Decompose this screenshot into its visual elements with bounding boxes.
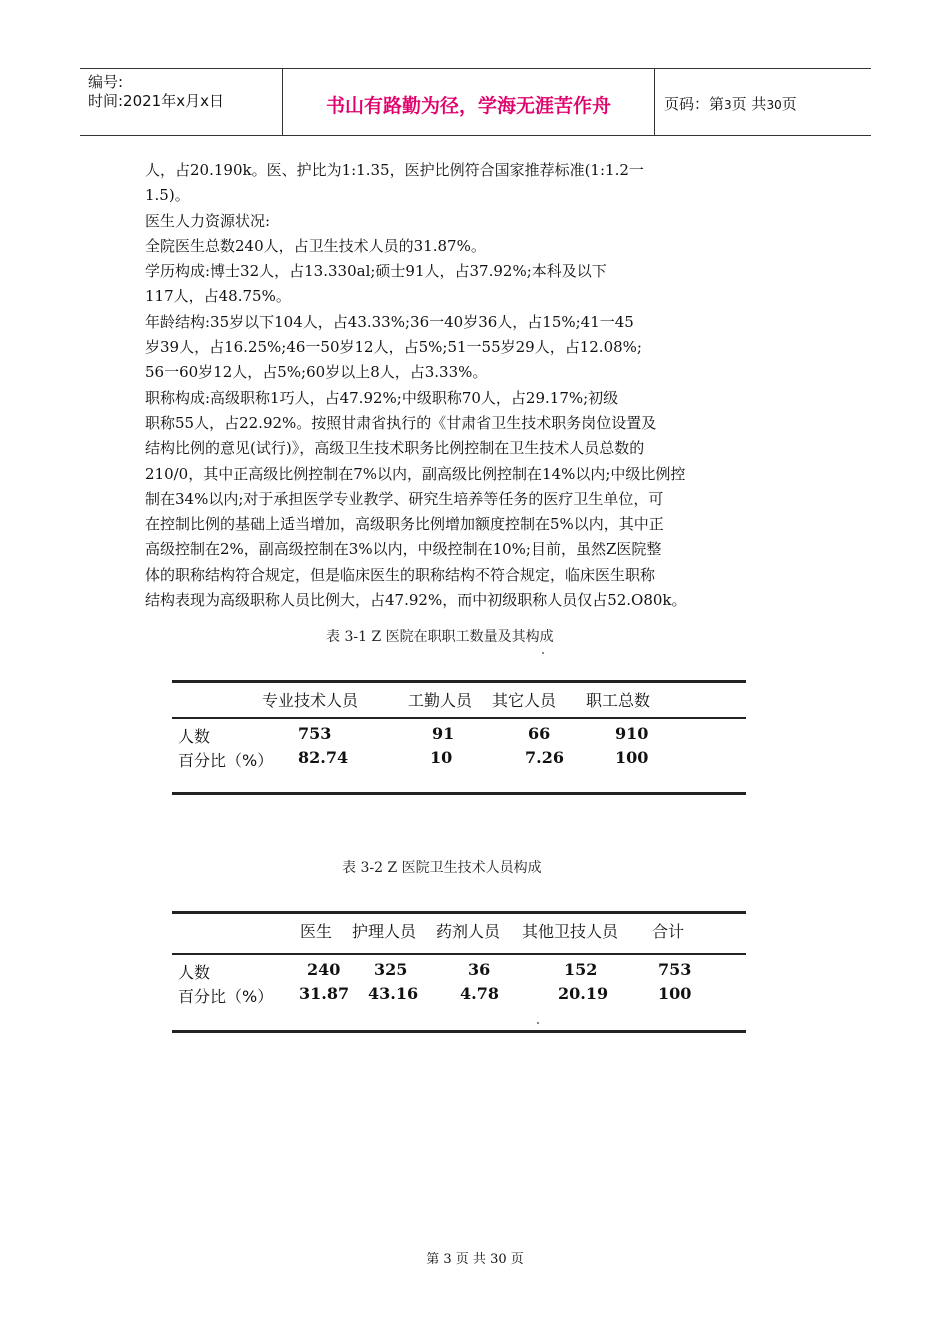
text-line: 岁39人，占16.25%;46一50岁12人，占5%;51一55岁29人，占12.08%; — [145, 338, 642, 357]
table2-cell: 4.78 — [460, 984, 499, 1003]
scan-speck — [537, 1022, 539, 1024]
table2-header: 合计 — [652, 922, 685, 941]
footer-prefix: 第 — [426, 1252, 440, 1267]
table2 — [172, 911, 746, 1035]
table1-header: 工勤人员 — [408, 691, 473, 710]
table-rule — [172, 717, 746, 719]
page-prefix: 页码：第 — [664, 95, 725, 113]
table1-cell: 910 — [615, 724, 649, 743]
text-line: 210/0，其中正高级比例控制在7%以内，副高级比例控制在14%以内;中级比例控 — [145, 464, 686, 483]
table-rule — [172, 953, 746, 955]
page-suffix: 页 — [781, 95, 797, 113]
text-line: 117人，占48.75%。 — [145, 287, 291, 306]
text-line: 全院医生总数240人，占卫生技术人员的31.87%。 — [145, 236, 486, 255]
table1-caption: 表 3-1 Z 医院在职职工数量及其构成 — [326, 629, 554, 645]
text-line: 年龄结构:35岁以下104人，占43.33%;36一40岁36人，占15%;41一45 — [145, 312, 634, 331]
table-rule — [172, 680, 746, 683]
table1-cell: 7.26 — [525, 748, 564, 767]
text-line: 56一60岁12人，占5%;60岁以上8人，占3.33%。 — [145, 363, 488, 382]
table2-cell: 36 — [468, 960, 491, 979]
footer-page: 3 — [443, 1252, 452, 1267]
page-total: 30 — [766, 98, 782, 112]
footer-mid: 页 共 — [455, 1252, 486, 1267]
text-line: 体的职称结构符合规定，但是临床医生的职称结构不符合规定，临床医生职称 — [145, 565, 656, 584]
page-footer — [0, 1248, 950, 1267]
header-motto: 书山有路勤为径，学海无涯苦作舟 — [325, 95, 611, 117]
table2-cell: 152 — [564, 960, 598, 979]
table1-cell: 753 — [298, 724, 332, 743]
table1-cell: 10 — [430, 748, 453, 767]
table1-row-label: 人数 — [178, 727, 211, 746]
table1 — [172, 680, 746, 796]
table2-cell: 43.16 — [368, 984, 419, 1003]
table2-cell: 20.19 — [558, 984, 609, 1003]
text-line: 人，占20.190k。医、护比为1:1.35，医护比例符合国家推荐标准(1:1.2一 — [145, 161, 644, 179]
table2-header: 医生 — [300, 922, 333, 941]
table1-header: 专业技术人员 — [262, 691, 359, 710]
table1-cell: 100 — [615, 748, 649, 767]
date-label: 时间:2021年x月x日 — [88, 92, 224, 110]
text-line: 职称构成:高级职称1巧人，占47.92%;中级职称70人，占29.17%;初级 — [145, 388, 619, 407]
table2-cell: 753 — [658, 960, 692, 979]
table2-header: 药剂人员 — [436, 922, 501, 941]
table1-cell: 66 — [528, 724, 551, 743]
text-line: 在控制比例的基础上适当增加，高级职务比例增加额度控制在5%以内，其中正 — [145, 515, 664, 534]
text-line: 1.5)。 — [145, 186, 190, 205]
table2-row-label: 人数 — [178, 963, 211, 982]
text-line: 学历构成:博士32人，占13.330al;硕士91人，占37.92%;本科及以下 — [145, 262, 607, 281]
text-line: 结构表现为高级职称人员比例大，占47.92%，而中初级职称人员仅占52.O80k。 — [145, 591, 687, 610]
page-num: 3 — [724, 98, 732, 112]
text-line: 制在34%以内;对于承担医学专业教学、研究生培养等任务的医疗卫生单位，可 — [145, 489, 664, 508]
table2-row-label: 百分比（%） — [178, 987, 274, 1006]
table2-cell: 240 — [307, 960, 341, 979]
table2-cell: 100 — [658, 984, 692, 1003]
text-line: 医生人力资源状况: — [145, 211, 271, 230]
text-line: 职称55人，占22.92%。按照甘肃省执行的《甘肃省卫生技术职务岗位设置及 — [145, 413, 657, 432]
table2-cell: 31.87 — [299, 984, 350, 1003]
text-line: 结构比例的意见(试行)》，高级卫生技术职务比例控制在卫生技术人员总数的 — [145, 439, 645, 458]
table1-cell: 91 — [432, 724, 455, 743]
table-rule — [172, 911, 746, 914]
table2-caption: 表 3-2 Z 医院卫生技术人员构成 — [342, 860, 542, 876]
header-divider — [654, 69, 655, 135]
table1-row-label: 百分比（%） — [178, 751, 274, 770]
serial-label: 编号: — [88, 73, 124, 91]
table-rule — [172, 792, 746, 795]
header-meta — [88, 73, 224, 111]
table2-header: 护理人员 — [352, 922, 417, 941]
table2-header: 其他卫技人员 — [522, 922, 619, 941]
table2-cell: 325 — [374, 960, 408, 979]
footer-total: 30 — [490, 1252, 507, 1267]
scan-speck — [542, 652, 544, 654]
table1-header: 其它人员 — [492, 691, 557, 710]
page-mid: 页 共 — [731, 95, 767, 113]
footer-suffix: 页 — [510, 1252, 524, 1267]
page-header — [80, 68, 871, 136]
table-rule — [172, 1030, 746, 1033]
table1-cell: 82.74 — [298, 748, 349, 767]
header-page-number — [664, 93, 797, 114]
table1-header: 职工总数 — [586, 691, 651, 710]
text-line: 高级控制在2%，副高级控制在3%以内，中级控制在10%;目前，虽然Z医院整 — [145, 540, 662, 559]
body-text — [145, 158, 745, 613]
